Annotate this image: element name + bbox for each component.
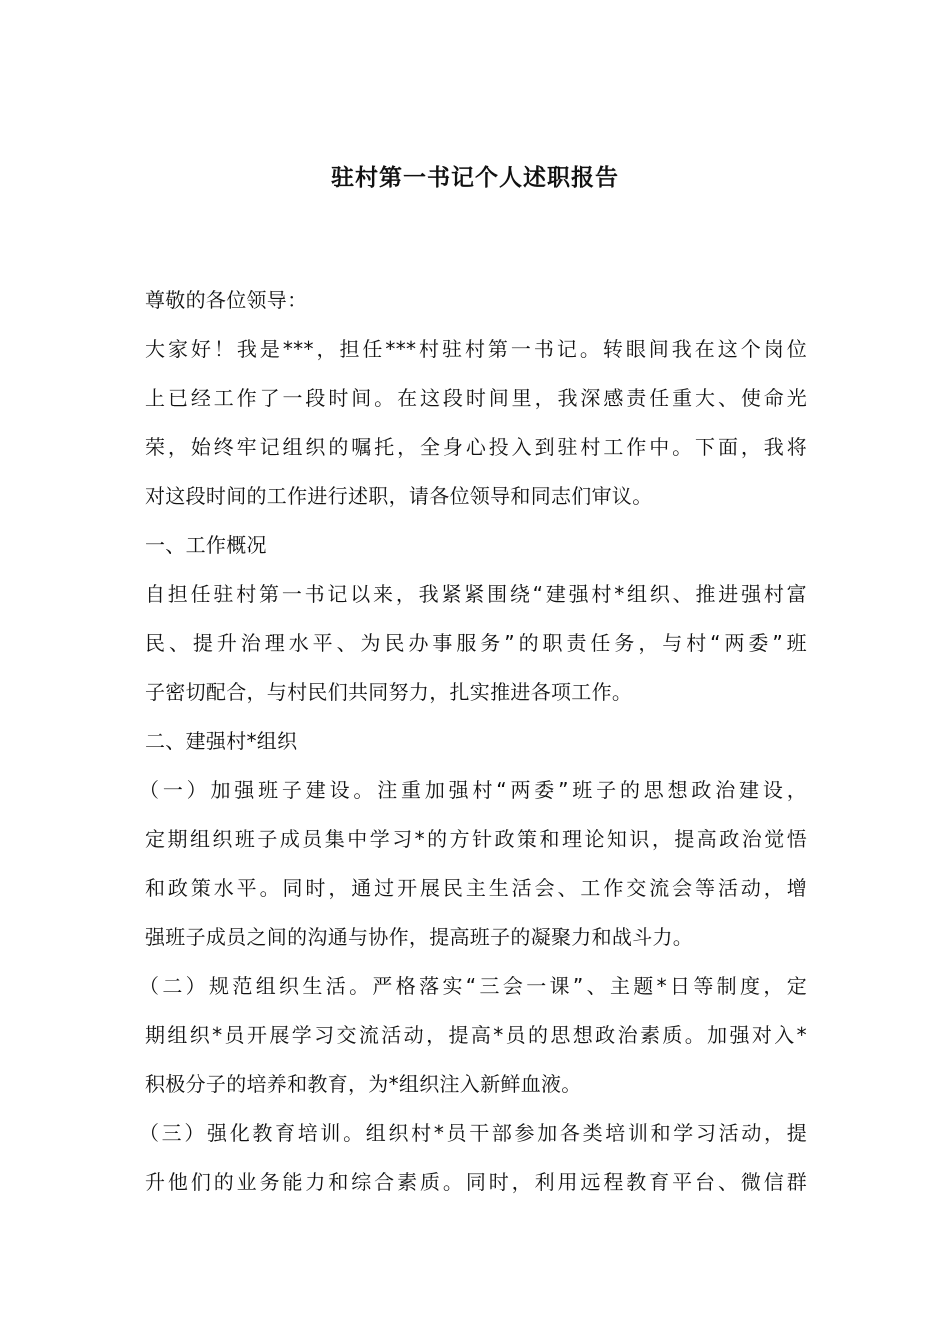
paragraph-line: 期组织*员开展学习交流活动，提高*员的思想政治素质。加强对入* — [145, 1023, 807, 1047]
paragraph-line: 自担任驻村第一书记以来，我紧紧围绕“建强村*组织、推进强村富 — [145, 582, 807, 606]
paragraph-line: 升他们的业务能力和综合素质。同时，利用远程教育平台、微信群 — [145, 1170, 807, 1194]
paragraph-line: 子密切配合，与村民们共同努力，扎实推进各项工作。 — [145, 680, 633, 704]
paragraph-line: 和政策水平。同时，通过开展民主生活会、工作交流会等活动，增 — [145, 876, 807, 900]
paragraph-line: 定期组织班子成员集中学习*的方针政策和理论知识，提高政治觉悟 — [145, 827, 807, 851]
section-heading: 一、工作概况 — [145, 533, 267, 557]
paragraph-line: 积极分子的培养和教育，为*组织注入新鲜血液。 — [145, 1072, 582, 1096]
paragraph-line: （一）加强班子建设。注重加强村“两委”班子的思想政治建设， — [139, 778, 807, 802]
paragraph-line: 强班子成员之间的沟通与协作，提高班子的凝聚力和战斗力。 — [145, 925, 694, 949]
paragraph-line: （三）强化教育培训。组织村*员干部参加各类培训和学习活动，提 — [139, 1121, 807, 1145]
paragraph-line: 荣，始终牢记组织的嘱托，全身心投入到驻村工作中。下面，我将 — [145, 435, 807, 459]
document-title: 驻村第一书记个人述职报告 — [331, 165, 619, 191]
paragraph-line: 对这段时间的工作进行述职，请各位领导和同志们审议。 — [145, 484, 653, 508]
paragraph-line: 上已经工作了一段时间。在这段时间里，我深感责任重大、使命光 — [145, 386, 807, 410]
paragraph-line: 民、提升治理水平、为民办事服务”的职责任务，与村“两委”班 — [145, 631, 807, 655]
paragraph-line: 尊敬的各位领导： — [145, 288, 308, 312]
paragraph-line: （二）规范组织生活。严格落实“三会一课”、主题*日等制度，定 — [139, 974, 807, 998]
document-body — [139, 276, 807, 1207]
section-heading: 二、建强村*组织 — [145, 729, 298, 753]
paragraph-line: 大家好！我是***，担任***村驻村第一书记。转眼间我在这个岗位 — [145, 337, 807, 361]
